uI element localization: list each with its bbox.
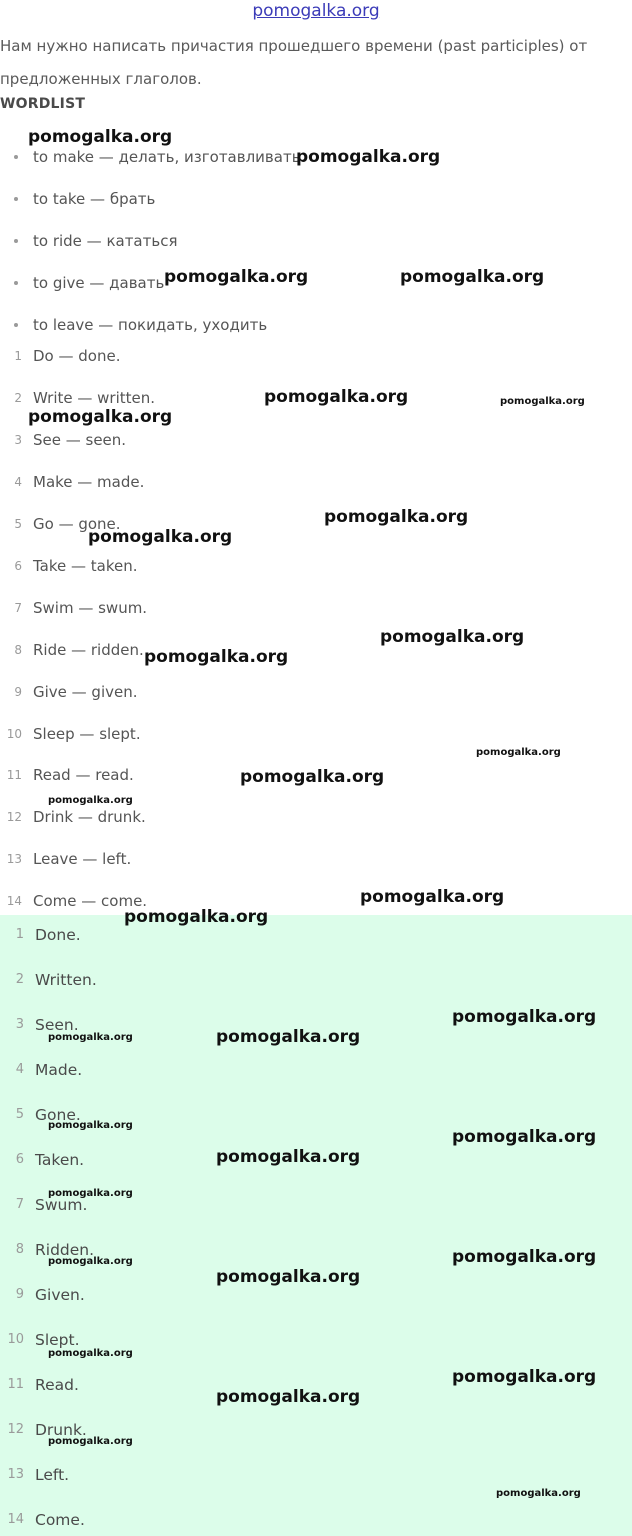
verb-form-text: See — seen. bbox=[33, 431, 127, 449]
watermark: pomogalka.org bbox=[28, 407, 173, 427]
watermark: pomogalka.org bbox=[48, 1188, 133, 1199]
watermark: pomogalka.org bbox=[48, 1256, 133, 1267]
watermark: pomogalka.org bbox=[452, 1247, 597, 1267]
watermark: pomogalka.org bbox=[48, 1348, 133, 1359]
verb-form-text: Write — written. bbox=[33, 389, 156, 407]
answer-text: Given. bbox=[35, 1286, 85, 1304]
item-number: 1 bbox=[14, 349, 22, 363]
answer-text: Slept. bbox=[35, 1331, 80, 1349]
item-number: 8 bbox=[15, 1242, 24, 1257]
item-number: 14 bbox=[6, 894, 22, 908]
watermark: pomogalka.org bbox=[324, 507, 469, 527]
item-number: 3 bbox=[15, 1017, 24, 1032]
wordlist-item-text: to ride — кататься bbox=[33, 232, 178, 250]
item-number: 5 bbox=[14, 517, 22, 531]
watermark: pomogalka.org bbox=[88, 527, 233, 547]
item-number: 6 bbox=[14, 559, 22, 573]
bullet-icon bbox=[14, 197, 18, 201]
verb-form-text: Do — done. bbox=[33, 347, 121, 365]
watermark: pomogalka.org bbox=[452, 1367, 597, 1387]
watermark: pomogalka.org bbox=[48, 1120, 133, 1131]
answer-text: Gone. bbox=[35, 1106, 81, 1124]
verb-form-text: Sleep — slept. bbox=[33, 725, 141, 743]
watermark: pomogalka.org bbox=[452, 1007, 597, 1027]
item-number: 14 bbox=[7, 1512, 24, 1527]
watermark: pomogalka.org bbox=[500, 396, 585, 407]
intro-text: Нам нужно написать причастия прошедшего времени (past participles) от предложенных глаголов. bbox=[0, 37, 588, 88]
verb-form-text: Come — come. bbox=[33, 892, 148, 910]
item-number: 13 bbox=[7, 1467, 24, 1482]
verb-form-text: Give — given. bbox=[33, 683, 138, 701]
bullet-icon bbox=[14, 155, 18, 159]
watermark: pomogalka.org bbox=[240, 767, 385, 787]
item-number: 7 bbox=[15, 1197, 24, 1212]
watermark: pomogalka.org bbox=[476, 747, 561, 758]
item-number: 7 bbox=[14, 601, 22, 615]
watermark: pomogalka.org bbox=[124, 907, 269, 927]
watermark: pomogalka.org bbox=[216, 1387, 361, 1407]
answer-text: Done. bbox=[35, 926, 81, 944]
item-number: 9 bbox=[14, 685, 22, 699]
wordlist-item-text: to leave — покидать, уходить bbox=[33, 316, 268, 334]
watermark: pomogalka.org bbox=[452, 1127, 597, 1147]
item-number: 12 bbox=[6, 810, 22, 824]
verb-form-text: Take — taken. bbox=[33, 557, 138, 575]
answer-text: Taken. bbox=[35, 1151, 85, 1169]
answer-text: Left. bbox=[35, 1466, 70, 1484]
item-number: 9 bbox=[15, 1287, 24, 1302]
item-number: 8 bbox=[14, 643, 22, 657]
item-number: 5 bbox=[15, 1107, 24, 1122]
answer-text: Seen. bbox=[35, 1016, 79, 1034]
answer-text: Written. bbox=[35, 971, 97, 989]
bullet-icon bbox=[14, 323, 18, 327]
wordlist-item-text: to give — давать bbox=[33, 274, 165, 292]
item-number: 4 bbox=[15, 1062, 24, 1077]
item-number: 11 bbox=[6, 768, 22, 782]
verb-form-text: Swim — swum. bbox=[33, 599, 148, 617]
wordlist-item-text: to make — делать, изготавливать bbox=[33, 148, 301, 166]
item-number: 12 bbox=[7, 1422, 24, 1437]
watermark: pomogalka.org bbox=[48, 795, 133, 806]
verb-form-text: Read — read. bbox=[33, 766, 134, 784]
watermark: pomogalka.org bbox=[360, 887, 505, 907]
watermark: pomogalka.org bbox=[216, 1027, 361, 1047]
verb-form-text: Drink — drunk. bbox=[33, 808, 146, 826]
watermark: pomogalka.org bbox=[216, 1147, 361, 1167]
answer-text: Swum. bbox=[35, 1196, 88, 1214]
item-number: 6 bbox=[15, 1152, 24, 1167]
item-number: 4 bbox=[14, 475, 22, 489]
verb-form-text: Ride — ridden. bbox=[33, 641, 144, 659]
watermark: pomogalka.org bbox=[400, 267, 545, 287]
item-number: 2 bbox=[14, 391, 22, 405]
bullet-icon bbox=[14, 281, 18, 285]
wordlist-heading: WORDLIST bbox=[0, 96, 86, 112]
watermark: pomogalka.org bbox=[496, 1488, 581, 1499]
item-number: 10 bbox=[6, 727, 22, 741]
watermark: pomogalka.org bbox=[216, 1267, 361, 1287]
answer-text: Made. bbox=[35, 1061, 83, 1079]
answer-text: Read. bbox=[35, 1376, 79, 1394]
verb-form-text: Go — gone. bbox=[33, 515, 121, 533]
watermark: pomogalka.org bbox=[296, 147, 441, 167]
item-number: 2 bbox=[15, 972, 24, 987]
verb-form-text: Make — made. bbox=[33, 473, 145, 491]
item-number: 10 bbox=[7, 1332, 24, 1347]
watermark: pomogalka.org bbox=[264, 387, 409, 407]
watermark: pomogalka.org bbox=[48, 1032, 133, 1043]
watermark: pomogalka.org bbox=[144, 647, 289, 667]
bullet-icon bbox=[14, 239, 18, 243]
answer-text: Ridden. bbox=[35, 1241, 95, 1259]
watermark: pomogalka.org bbox=[28, 127, 173, 147]
verb-form-text: Leave — left. bbox=[33, 850, 132, 868]
item-number: 11 bbox=[7, 1377, 24, 1392]
watermark: pomogalka.org bbox=[164, 267, 309, 287]
wordlist-item-text: to take — брать bbox=[33, 190, 156, 208]
watermark: pomogalka.org bbox=[380, 627, 525, 647]
watermark: pomogalka.org bbox=[48, 1436, 133, 1447]
site-link[interactable]: pomogalka.org bbox=[252, 1, 380, 21]
item-number: 3 bbox=[14, 433, 22, 447]
item-number: 1 bbox=[15, 927, 24, 942]
item-number: 13 bbox=[6, 852, 22, 866]
answer-text: Drunk. bbox=[35, 1421, 87, 1439]
answer-text: Come. bbox=[35, 1511, 85, 1529]
